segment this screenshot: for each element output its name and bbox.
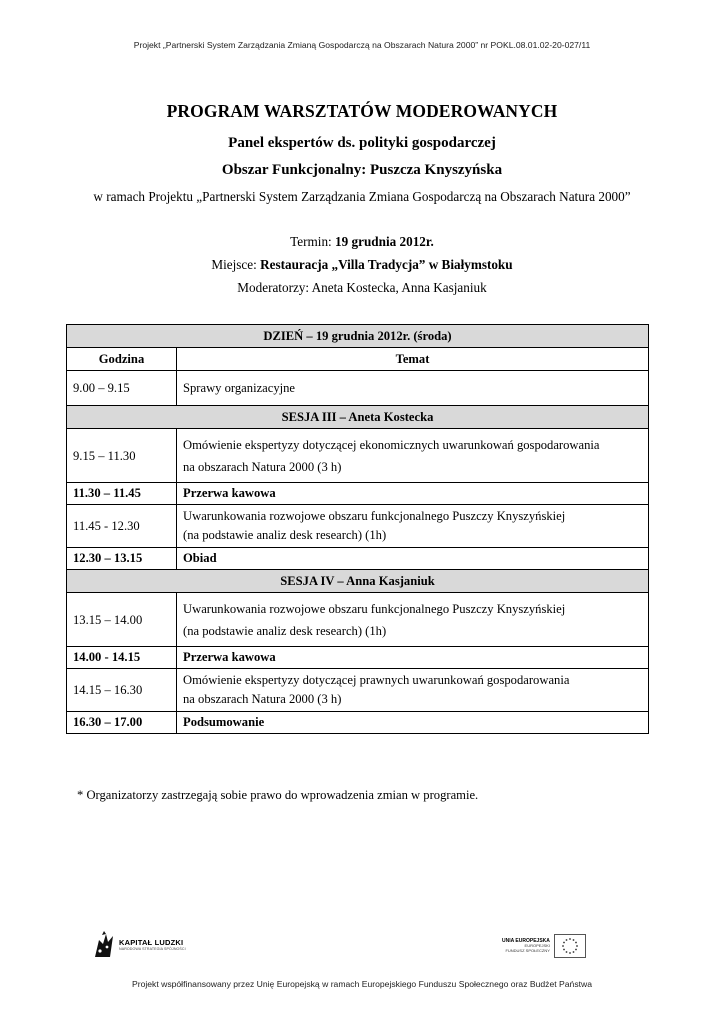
row-topic-line1: Uwarunkowania rozwojowe obszaru funkcjonalnego Puszczy Knyszyńskiej [183, 601, 566, 616]
row-time: 9.15 – 11.30 [67, 429, 177, 483]
schedule-table [66, 324, 649, 734]
row-time: 12.30 – 13.15 [67, 548, 177, 570]
termin-line [0, 234, 724, 250]
document-title: PROGRAM WARSZTATÓW MODEROWANYCH [166, 101, 558, 121]
moderatorzy-line: Moderatorzy: Aneta Kostecka, Anna Kasjaniuk [237, 280, 487, 295]
table-row [67, 505, 649, 548]
eu-name: UNIA EUROPEJSKA [502, 938, 550, 945]
row-time: 13.15 – 14.00 [67, 593, 177, 647]
row-time: 11.45 - 12.30 [67, 505, 177, 548]
table-row [67, 371, 649, 406]
row-topic: Obiad [177, 548, 649, 570]
row-time: 14.15 – 16.30 [67, 669, 177, 712]
row-time: 16.30 – 17.00 [67, 712, 177, 734]
table-row [67, 548, 649, 570]
table-row [67, 669, 649, 712]
row-topic-line2: na obszarach Natura 2000 (3 h) [183, 692, 342, 706]
eu-flag-icon [554, 934, 586, 958]
row-topic: Przerwa kawowa [177, 647, 649, 669]
miejsce-value: Restauracja „Villa Tradycja” w Białymstoku [260, 257, 513, 272]
column-header-time: Godzina [67, 348, 177, 371]
column-header-row [67, 348, 649, 371]
row-topic: Podsumowanie [177, 712, 649, 734]
row-topic [177, 429, 649, 483]
row-time: 11.30 – 11.45 [67, 483, 177, 505]
document-subtitle-panel: Panel ekspertów ds. polityki gospodarczej [228, 135, 496, 151]
kapital-ludzki-emblem-icon [93, 930, 115, 958]
row-topic-line2: na obszarach Natura 2000 (3 h) [183, 459, 342, 474]
eu-sub-1: EUROPEJSKI [524, 943, 550, 949]
footnote: * Organizatorzy zastrzegają sobie prawo do wprowadzenia zmian w programie. [77, 788, 479, 802]
row-topic-line1: Omówienie ekspertyzy dotyczącej ekonomicznych uwarunkowań gospodarowania [183, 437, 600, 452]
row-topic-line1: Uwarunkowania rozwojowe obszaru funkcjonalnego Puszczy Knyszyńskiej [183, 509, 566, 523]
miejsce-label: Miejsce: [211, 257, 261, 272]
session-header-3: SESJA III – Aneta Kostecka [67, 406, 649, 429]
table-row [67, 593, 649, 647]
session-row [67, 406, 649, 429]
eu-logo [502, 934, 586, 958]
termin-label: Termin: [290, 234, 336, 249]
kapital-ludzki-name: KAPITAŁ LUDZKI [119, 937, 184, 947]
day-header: DZIEŃ – 19 grudnia 2012r. (środa) [67, 325, 649, 348]
row-topic-line1: Omówienie ekspertyzy dotyczącej prawnych uwarunkowań gospodarowania [183, 673, 570, 687]
footer-cofinancing-note: Projekt współfinansowany przez Unię Europejską w ramach Europejskiego Funduszu Społecznego oraz Budżet Państwa [131, 979, 592, 989]
miejsce-line [0, 257, 724, 273]
kapital-ludzki-logo [93, 929, 186, 959]
row-topic [177, 505, 649, 548]
session-row [67, 570, 649, 593]
column-header-topic: Temat [177, 348, 649, 371]
termin-value: 19 grudnia 2012r. [335, 234, 434, 249]
row-topic [177, 669, 649, 712]
eu-sub-2: FUNDUSZ SPOŁECZNY [505, 948, 550, 953]
table-row [67, 429, 649, 483]
row-topic [177, 593, 649, 647]
row-time: 9.00 – 9.15 [67, 371, 177, 406]
table-row [67, 712, 649, 734]
row-topic-line2: (na podstawie analiz desk research) (1h) [183, 623, 387, 638]
project-line: w ramach Projektu „Partnerski System Zarządzania Zmiana Gospodarczą na Obszarach Natura 2000” [93, 189, 631, 204]
table-row [67, 483, 649, 505]
day-header-row [67, 325, 649, 348]
row-topic-line2: (na podstawie analiz desk research) (1h) [183, 528, 387, 542]
table-row [67, 647, 649, 669]
document-subtitle-area: Obszar Funkcjonalny: Puszcza Knyszyńska [221, 162, 503, 178]
row-topic: Przerwa kawowa [177, 483, 649, 505]
row-topic: Sprawy organizacyjne [177, 371, 649, 406]
kapital-ludzki-sub: NARODOWA STRATEGIA SPÓJNOŚCI [119, 946, 186, 951]
session-header-4: SESJA IV – Anna Kasjaniuk [67, 570, 649, 593]
row-time: 14.00 - 14.15 [67, 647, 177, 669]
header-project-note: Projekt „Partnerski System Zarządzania Zmianą Gospodarczą na Obszarach Natura 2000” nr POKL.08.01.02-20-027/11 [133, 40, 591, 50]
